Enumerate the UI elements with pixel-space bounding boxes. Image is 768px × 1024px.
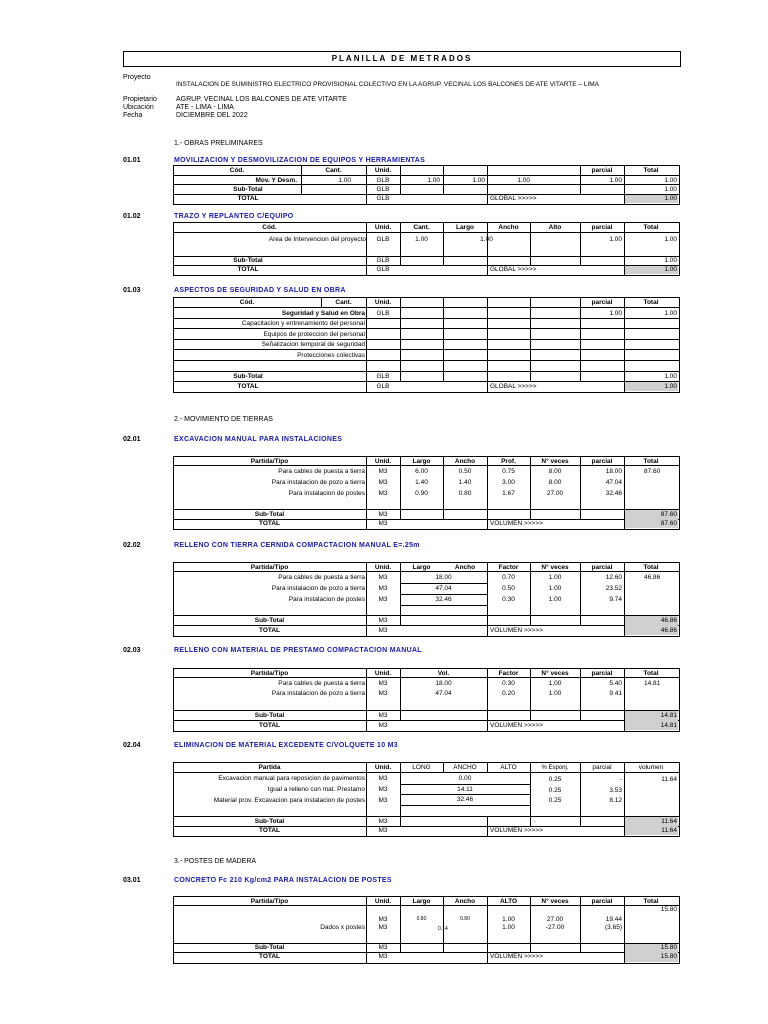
row-parcial: - — [619, 776, 622, 783]
proyecto-label: Proyecto — [123, 74, 151, 81]
row-veces: 8.00 — [548, 468, 562, 475]
row-desc: Area de Intervencion del proyecto — [268, 236, 366, 243]
col-factor: Factor — [498, 670, 519, 677]
subtotal-unid: M3 — [378, 818, 388, 825]
propietario-label: Propietario — [123, 96, 157, 103]
item-title: RELLENO CON MATERIAL DE PRESTAMO COMPACTACION MANUAL — [174, 647, 422, 654]
item-code: 01.03 — [123, 287, 141, 294]
row-desc: Capacitacion y entrenamiento del personal — [241, 320, 365, 327]
col-total: Total — [643, 299, 659, 306]
col-partida: Partida/Tipo — [250, 564, 289, 571]
total-unid: M3 — [378, 627, 388, 634]
total-volumen: VOLUMEN >>>>> — [490, 953, 543, 960]
subtotal-value: 15.80 — [660, 944, 677, 951]
row-veces: -27.00 — [545, 924, 565, 931]
item-code: 02.02 — [123, 542, 141, 549]
col-unid: Unid. — [374, 299, 392, 306]
total-unid: GLB — [376, 195, 390, 202]
col-parcial: parcial — [591, 898, 613, 905]
row-vol: 47.04 — [435, 585, 452, 592]
total-unid: M3 — [378, 520, 388, 527]
row-vol: 14.11 — [457, 786, 473, 793]
row-parcial: 9.74 — [609, 596, 622, 603]
col-total: Total — [643, 670, 659, 677]
row-parcial: 19.44 — [605, 916, 622, 923]
total-label: TOTAL — [237, 383, 259, 390]
col-cod: Cód. — [262, 224, 277, 231]
col-esponjamiento: % Esponj. — [541, 765, 569, 771]
total-value: 11.64 — [661, 827, 677, 834]
row-value: 1.00 — [517, 177, 530, 184]
item-code: 03.01 — [123, 877, 141, 884]
fecha-label: Fecha — [123, 112, 143, 119]
col-partida: Partida/Tipo — [250, 898, 289, 905]
row-veces: 27.00 — [546, 490, 564, 497]
row-veces: 1.00 — [548, 574, 562, 581]
row-unid: GLB — [376, 177, 390, 184]
row-parcial: 23.52 — [605, 585, 622, 592]
row-parcial: 9.41 — [609, 690, 622, 697]
col-veces: N° veces — [541, 564, 569, 571]
item-code: 02.03 — [123, 647, 141, 654]
row-desc: Excavacion manual para reposicion de pavimentos — [218, 775, 365, 782]
row-unid: GLB — [376, 310, 390, 317]
total-unid: M3 — [378, 827, 388, 834]
row-ancho: 1.40 — [458, 479, 472, 486]
row-parcial: (3.65) — [605, 924, 622, 931]
col-largo: Largo — [412, 458, 431, 465]
row-alto: 1.00 — [502, 916, 515, 923]
row-unid: M3 — [378, 490, 388, 497]
total-global: GLOBAL >>>>> — [490, 383, 537, 390]
row-desc: Seguridad y Salud en Obra — [281, 310, 365, 317]
row-unid: M3 — [378, 775, 388, 782]
section-heading-2: 2.- MOVIMIENTO DE TIERRAS — [174, 416, 273, 423]
row-unid: M3 — [378, 924, 388, 931]
proyecto-value: INSTALACION DE SUMINISTRO ELECTRICO PROVISIONAL COLECTIVO EN LA AGRUP. VECINAL LOS BALCONES DE ATE VITARTE – LIMA — [176, 81, 599, 88]
col-veces: N° veces — [541, 898, 569, 905]
row-veces: 1.00 — [548, 585, 562, 592]
col-cant: Cant. — [413, 224, 430, 231]
propietario-value: AGRUP. VECINAL LOS BALCONES DE ATE VITARTE — [176, 96, 347, 103]
row-parcial: 1.00 — [609, 177, 622, 184]
row-area: 0.14 — [438, 926, 448, 932]
ubicacion-label: Ubicación — [123, 104, 154, 111]
col-ancho: Ancho — [498, 224, 519, 231]
subtotal-value: 46.86 — [660, 617, 677, 624]
col-alto: Alto — [548, 224, 562, 231]
fecha-value: DICIEMBRE DEL 2022 — [176, 112, 248, 119]
row-desc: Equipos de proteccion del personal — [263, 331, 365, 338]
row-total: 46.86 — [644, 574, 661, 581]
col-parcial: parcial — [591, 224, 613, 231]
row-unid: M3 — [378, 468, 388, 475]
row-parcial: 3.53 — [609, 787, 622, 794]
row-desc: Para instalacion de postes — [288, 596, 365, 603]
row-unid: M3 — [378, 786, 388, 793]
total-global: GLOBAL >>>>> — [490, 195, 537, 202]
col-long: LONG — [412, 764, 431, 771]
subtotal-label: Sub-Total — [233, 373, 263, 380]
col-unid: Unid. — [374, 564, 392, 571]
total-label: TOTAL — [258, 520, 281, 527]
row-veces: 27.00 — [546, 916, 564, 923]
row-total: 15.80 — [660, 906, 677, 913]
subtotal-label: Sub-Total — [254, 818, 285, 825]
row-parcial: 12.60 — [605, 574, 622, 581]
row-unid: M3 — [378, 797, 388, 804]
subtotal-label: Sub-Total — [254, 944, 285, 951]
total-value: 1.00 — [664, 195, 677, 202]
row-desc: Igual a relleno con mat. Prestamo — [267, 786, 365, 793]
subtotal-label: Sub-Total — [254, 712, 285, 719]
row-ancho: 0.80 — [460, 916, 470, 922]
row-esponjamiento: 0.25 — [548, 797, 562, 804]
row-desc: Para cables de puesta a tierra — [278, 468, 365, 475]
total-value: 1.00 — [664, 266, 677, 273]
row-largo: 1.40 — [415, 479, 428, 486]
row-largo: 6.00 — [415, 468, 428, 475]
subtotal-unid: GLB — [376, 186, 390, 193]
row-vol: 32.46 — [456, 796, 474, 803]
subtotal-unid: M3 — [378, 511, 388, 518]
col-partida: Partida/Tipo — [250, 670, 289, 677]
subtotal-value: 1.00 — [664, 257, 677, 264]
total-volumen: VOLUMEN >>>>> — [490, 627, 543, 634]
subtotal-value: 11.64 — [661, 818, 677, 825]
item-code: 01.02 — [123, 213, 141, 220]
row-desc: Protecciones colectivas — [297, 352, 365, 359]
item-title: MOVILIZACION Y DESMOVILIZACION DE EQUIPOS Y HERRAMIENTAS — [174, 157, 426, 164]
total-unid: M3 — [378, 953, 388, 960]
row-veces: 1.00 — [548, 596, 562, 603]
col-partida: Partida/Tipo — [250, 458, 289, 465]
row-unid: M3 — [378, 574, 388, 581]
col-parcial: parcial — [591, 167, 613, 174]
row-largo: 0.90 — [415, 490, 428, 497]
subtotal-unid: M3 — [378, 944, 388, 951]
total-volumen: VOLUMEN >>>>> — [490, 722, 543, 729]
subtotal-unid: M3 — [378, 712, 388, 719]
col-unid: Unid. — [374, 898, 392, 905]
total-value: 1.00 — [664, 383, 677, 390]
row-total: 14.81 — [644, 680, 661, 687]
row-value: 1.00 — [427, 177, 440, 184]
row-total: 1.00 — [664, 310, 677, 317]
row-cant: 1.00 — [338, 177, 351, 184]
page-title: PLANILLA DE METRADOS — [123, 51, 681, 67]
row-vol: 0.00 — [458, 775, 472, 782]
col-unid: Unid. — [374, 764, 392, 771]
item-title: RELLENO CON TIERRA CERNIDA COMPACTACION MANUAL E=.25m — [174, 542, 420, 549]
col-unid: Unid. — [374, 670, 392, 677]
subtotal-value: 87.60 — [660, 511, 677, 518]
col-parcial: parcial — [591, 670, 613, 677]
col-total: Total — [643, 564, 659, 571]
col-factor: Factor — [498, 564, 519, 571]
row-desc: Para instalacion de pozo a tierra — [271, 690, 365, 697]
col-largo: Largo — [412, 898, 431, 905]
total-volumen: VOLUMEN >>>>> — [490, 520, 543, 527]
col-unid: Unid. — [374, 458, 392, 465]
row-parcial: 47.04 — [605, 479, 622, 486]
item-title: ASPECTOS DE SEGURIDAD Y SALUD EN OBRA — [174, 287, 346, 294]
col-veces: N° veces — [541, 670, 569, 677]
subtotal-value: 14.81 — [660, 712, 677, 719]
item-title: EXCAVACION MANUAL PARA INSTALACIONES — [174, 436, 343, 443]
col-total: Total — [643, 898, 659, 905]
ubicacion-value: ATE - LIMA - LIMA — [176, 104, 234, 111]
col-unid: Unid. — [374, 167, 392, 174]
row-parcial: 1.00 — [609, 236, 622, 243]
row-alto: 1.00 — [502, 924, 515, 931]
subtotal-unid: M3 — [378, 617, 388, 624]
row-parcial: 32.46 — [605, 490, 622, 497]
row-vol: 18.00 — [435, 574, 452, 581]
row-desc: Dados x postes — [320, 924, 365, 931]
row-factor: 0.30 — [502, 596, 515, 603]
row-ancho: 0.50 — [458, 468, 472, 475]
total-value: 87.60 — [660, 520, 677, 527]
item-title: ELIMINACION DE MATERIAL EXCEDENTE C/VOLQUETE 10 M3 — [174, 742, 398, 749]
row-unid: M3 — [378, 690, 388, 697]
total-unid: GLB — [376, 266, 390, 273]
row-volumen: 11.64 — [661, 776, 677, 783]
row-esponjamiento: 0.25 — [548, 787, 562, 794]
col-cant: Cant. — [335, 299, 352, 306]
total-label: TOTAL — [258, 827, 281, 834]
subtotal-value: 1.00 — [664, 186, 677, 193]
row-unid: M3 — [378, 479, 388, 486]
subtotal-unid: GLB — [376, 257, 390, 264]
total-unid: M3 — [378, 722, 388, 729]
col-alto: ALTO — [499, 898, 518, 905]
row-desc: Para cables de puesta a tierra — [278, 574, 365, 581]
row-desc: Para instalacion de pozo a tierra — [271, 585, 365, 592]
section-heading-1: 1.- OBRAS PRELIMINARES — [174, 140, 263, 147]
total-label: TOTAL — [237, 266, 259, 273]
row-unid: GLB — [376, 236, 390, 243]
row-vol: 18.00 — [435, 680, 452, 687]
subtotal-label: Sub-Total — [254, 511, 285, 518]
row-cant: 1.00 — [415, 236, 428, 243]
col-ancho: Ancho — [454, 898, 476, 905]
total-label: TOTAL — [258, 953, 281, 960]
row-desc: Para cables de puesta a tierra — [278, 680, 365, 687]
total-global: GLOBAL >>>>> — [490, 266, 537, 273]
item-code: 02.01 — [123, 436, 141, 443]
col-parcial: parcial — [591, 564, 613, 571]
col-ancho: Ancho — [454, 458, 476, 465]
col-alto: ALTO — [500, 764, 517, 771]
row-largo: 1.00 — [480, 236, 493, 243]
total-volumen: VOLUMEN >>>>> — [490, 827, 543, 834]
total-value: 14.81 — [660, 722, 677, 729]
total-value: 15.80 — [660, 953, 677, 960]
col-ancho: ANCHO — [453, 764, 477, 771]
row-total: 1.00 — [664, 236, 677, 243]
col-ancho: Ancho — [454, 564, 476, 571]
col-total: Total — [643, 167, 659, 174]
row-factor: 0.30 — [502, 680, 515, 687]
row-vol: 32.46 — [435, 596, 452, 603]
row-esponjamiento: 0.25 — [548, 776, 562, 783]
row-desc: Material prov. Excavacion para instalacion de postes — [213, 797, 365, 804]
row-factor: 0.50 — [502, 585, 515, 592]
col-cant: Cant. — [325, 167, 342, 174]
col-prof: Prof. — [501, 458, 516, 465]
row-largo: 0.80 — [416, 916, 427, 922]
row-desc: Señalizacion temporal de seguridad — [261, 341, 365, 348]
col-parcial: parcial — [591, 458, 613, 465]
col-partida: Partida — [258, 764, 281, 771]
row-parcial: 1.00 — [609, 310, 622, 317]
col-total: Total — [643, 458, 659, 465]
row-factor: 0.70 — [502, 574, 515, 581]
total-label: TOTAL — [258, 627, 281, 634]
item-title: CONCRETO Fc 210 Kg/cm2 PARA INSTALACION DE POSTES — [174, 877, 392, 884]
row-unid: M3 — [378, 585, 388, 592]
row-factor: 0.20 — [502, 690, 515, 697]
item-code: 01.01 — [123, 157, 141, 164]
total-label: TOTAL — [237, 195, 259, 202]
row-veces: 8.00 — [548, 479, 562, 486]
col-largo: Largo — [455, 224, 475, 231]
row-total: 87.60 — [644, 468, 661, 475]
subtotal-value: 1.00 — [664, 373, 677, 380]
col-cod: Cód. — [239, 299, 255, 306]
section-heading-3: 3.- POSTES DE MADERA — [174, 858, 257, 865]
row-prof: 0.75 — [502, 468, 515, 475]
subtotal-label: Sub-Total — [233, 186, 263, 193]
col-parcial: parcial — [591, 299, 613, 306]
total-label: TOTAL — [258, 722, 281, 729]
col-largo: Largo — [412, 564, 431, 571]
row-parcial: 8.12 — [609, 797, 622, 804]
total-unid: GLB — [376, 383, 390, 390]
subtotal-dot: . — [534, 817, 536, 824]
row-ancho: 0.80 — [458, 490, 472, 497]
row-unid: M3 — [378, 596, 388, 603]
row-veces: 1.00 — [548, 690, 562, 697]
row-unid: M3 — [378, 916, 388, 923]
row-unid: M3 — [378, 680, 388, 687]
row-desc: Para instalacion de pozo a tierra — [271, 479, 365, 486]
item-title: TRAZO Y REPLANTEO C/EQUIPO — [174, 213, 294, 220]
row-desc: Para instalacion de postes — [288, 490, 365, 497]
col-vol: Vol. — [437, 670, 450, 677]
subtotal-label: Sub-Total — [254, 617, 285, 624]
col-cod: Cód. — [229, 167, 245, 174]
row-prof: 3.00 — [502, 479, 515, 486]
col-parcial: parcial — [592, 764, 612, 771]
subtotal-label: Sub-Total — [233, 257, 263, 264]
item-code: 02.04 — [123, 742, 141, 749]
col-unid: Unid. — [374, 224, 392, 231]
row-desc: Mov. Y Desm. — [255, 177, 297, 184]
row-veces: 1.00 — [548, 680, 562, 687]
row-total: 1.00 — [664, 177, 677, 184]
row-vol: 47.04 — [435, 690, 452, 697]
subtotal-unid: GLB — [376, 373, 390, 380]
row-parcial: 18.00 — [605, 468, 622, 475]
col-veces: N° veces — [541, 458, 569, 465]
col-volumen: volumen — [638, 764, 664, 771]
row-prof: 1.67 — [502, 490, 515, 497]
row-value: 1.00 — [472, 177, 485, 184]
total-value: 46.86 — [660, 627, 677, 634]
row-parcial: 5.40 — [609, 680, 622, 687]
col-total: Total — [643, 224, 659, 231]
